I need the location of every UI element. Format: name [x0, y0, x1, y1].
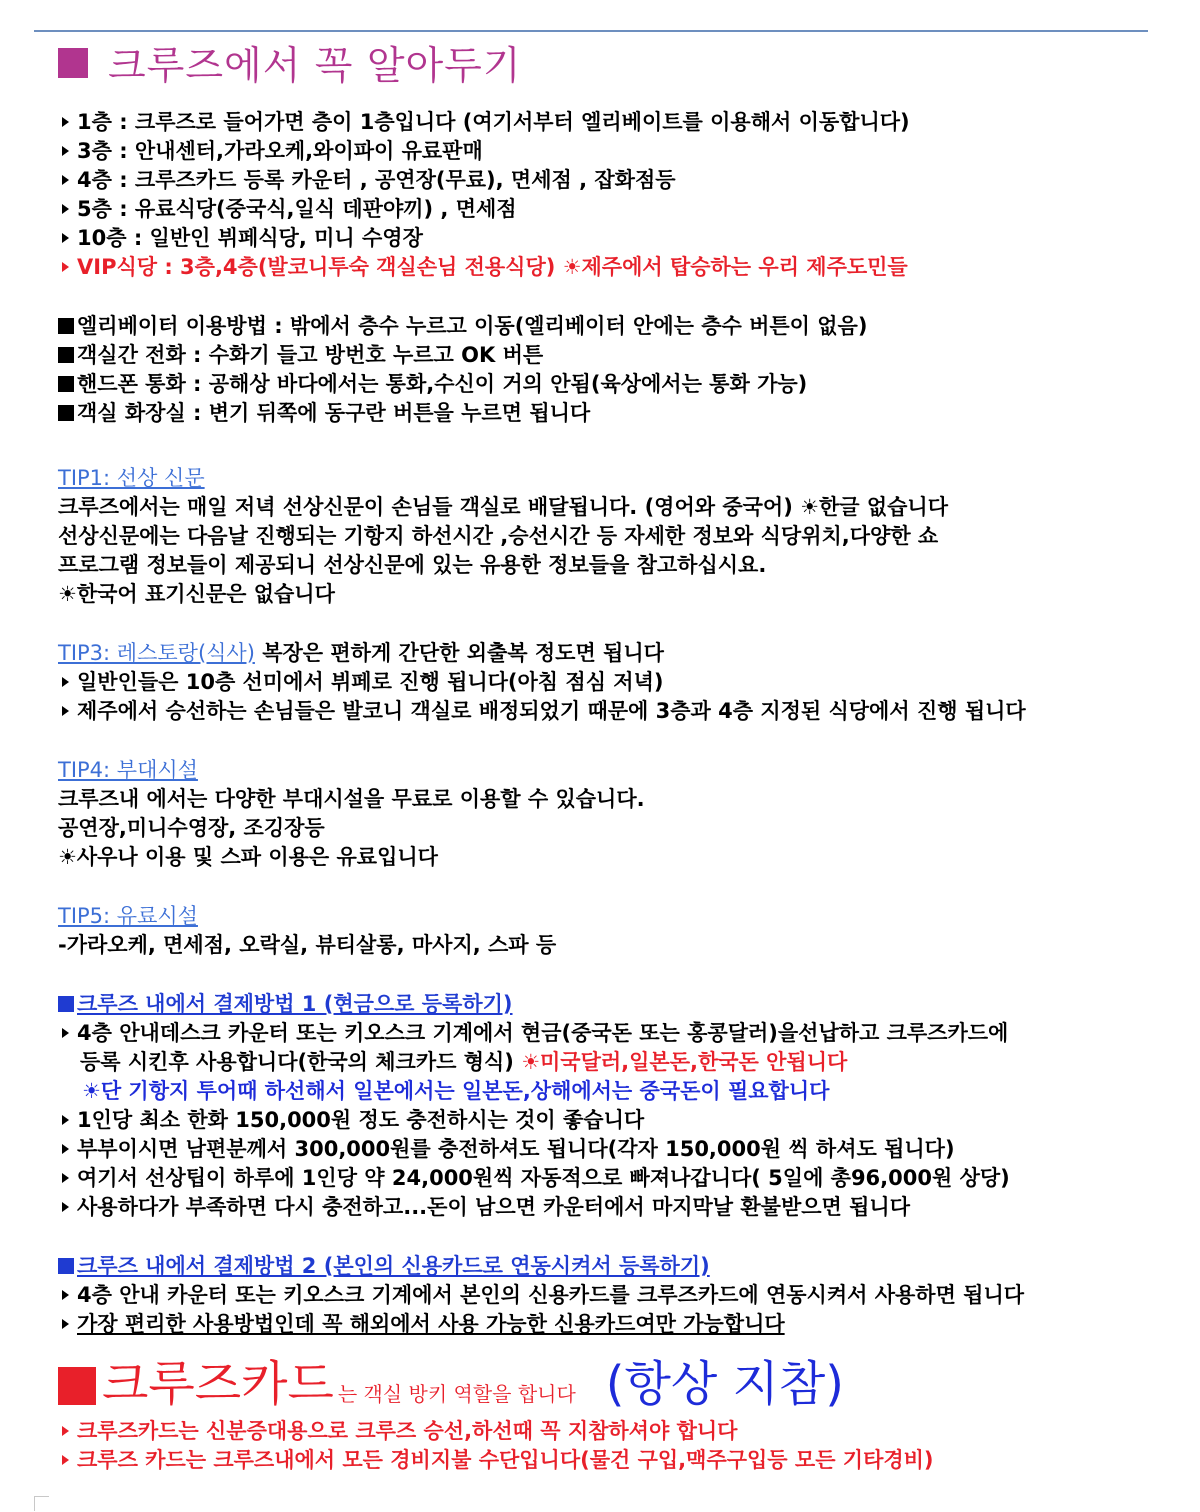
tip5-label: TIP5: 유료시설 [58, 904, 198, 928]
floor-item [58, 108, 1168, 137]
triangle-bullet-icon [62, 677, 69, 687]
floor-item [58, 166, 1168, 195]
rule-text: 엘리베이터 이용방법 : 밖에서 층수 누르고 이동(엘리베이터 안에는 층수 버튼이 없음) [77, 314, 868, 338]
rule-item [58, 370, 1168, 399]
tip3-item [58, 697, 1168, 726]
triangle-bullet-icon [62, 1115, 69, 1125]
triangle-bullet-icon [62, 262, 69, 272]
tip3-text: 일반인들은 10층 선미에서 뷔페로 진행 됩니다(아침 점심 저녁) [77, 670, 664, 694]
triangle-bullet-icon [62, 204, 69, 214]
floor-text: 3층 : 안내센터,가라오케,와이파이 유료판매 [77, 139, 483, 163]
card-item [58, 1417, 1168, 1446]
rule-text: 객실간 전화 : 수화기 들고 방번호 누르고 OK 버튼 [77, 343, 544, 367]
tip5-heading [58, 902, 1168, 931]
square-bullet-icon [58, 996, 74, 1012]
payment1-text: 여기서 선상팁이 하루에 1인당 약 24,000원씩 자동적으로 빠져나갑니다( 5일에 총96,000원 상당) [77, 1166, 1010, 1190]
rule-text: 객실 화장실 : 변기 뒤쪽에 동구란 버튼을 누르면 됩니다 [77, 401, 591, 425]
tip1-line: ☀한국어 표기신문은 없습니다 [58, 582, 335, 606]
payment1-heading-text: 크루즈 내에서 결제방법 1 (현금으로 등록하기) [77, 992, 513, 1016]
card-item [58, 1446, 1168, 1475]
rule-item [58, 341, 1168, 370]
vip-item [58, 253, 1168, 282]
tip1-line: 선상신문에는 다음날 진행되는 기항지 하선시간 ,승선시간 등 자세한 정보와 식당위치,다양한 쇼 [58, 524, 939, 548]
triangle-bullet-icon [62, 1426, 69, 1436]
payment2-heading [58, 1252, 1168, 1281]
payment1-item [58, 1193, 1168, 1222]
payment1-item [58, 1048, 1168, 1077]
payment1-item [58, 1106, 1168, 1135]
payment1-item [58, 1164, 1168, 1193]
payment2-item [58, 1310, 1168, 1339]
payment1-text: 사용하다가 부족하면 다시 충전하고...돈이 남으면 카운터에서 마지막날 환불받으면 됩니다 [77, 1195, 910, 1219]
floor-item [58, 195, 1168, 224]
page-corner-mark [34, 1496, 49, 1511]
page-title-text: 크루즈에서 꼭 알아두기 [108, 44, 522, 89]
payment1-item [58, 1135, 1168, 1164]
floor-text: 4층 : 크루즈카드 등록 카운터 , 공연장(무료), 면세점 , 잡화점등 [77, 168, 676, 192]
triangle-bullet-icon [62, 1319, 69, 1329]
triangle-bullet-icon [62, 1290, 69, 1300]
card-text: 크루즈 카드는 크루즈내에서 모든 경비지불 수단입니다(물건 구입,맥주구입등 모든 기타경비) [77, 1448, 934, 1472]
tip3-heading [58, 639, 1168, 668]
payment1-note: ☀단 기항지 투어때 하선해서 일본에서는 일본돈,상해에서는 중국돈이 필요합니다 [82, 1079, 830, 1103]
triangle-bullet-icon [62, 1144, 69, 1154]
square-bullet-icon [58, 1367, 96, 1405]
triangle-bullet-icon [62, 1455, 69, 1465]
tip4-line: ☀사우나 이용 및 스파 이용은 유료입니다 [58, 845, 438, 869]
tip3-text: 복장은 편하게 간단한 외출복 정도면 됩니다 [254, 641, 664, 665]
triangle-bullet-icon [62, 146, 69, 156]
square-bullet-icon [58, 376, 74, 392]
cruise-card-title: 크루즈카드 [102, 1356, 334, 1412]
floor-text: 10층 : 일반인 뷔페식당, 미니 수영장 [77, 226, 423, 250]
payment2-item [58, 1281, 1168, 1310]
tip3-label: TIP3: 레스토랑(식사) [58, 641, 255, 665]
triangle-bullet-icon [62, 117, 69, 127]
floor-item [58, 224, 1168, 253]
payment1-text: 등록 시킨후 사용합니다(한국의 체크카드 형식) [80, 1050, 522, 1074]
rule-text: 핸드폰 통화 : 공해상 바다에서는 통화,수신이 거의 안됨(육상에서는 통화 가능) [77, 372, 808, 396]
payment1-item [58, 1019, 1168, 1048]
tip3-item [58, 668, 1168, 697]
card-text: 크루즈카드는 신분증대용으로 크루즈 승선,하선때 꼭 지참하셔야 합니다 [77, 1419, 738, 1443]
triangle-bullet-icon [62, 175, 69, 185]
triangle-bullet-icon [62, 233, 69, 243]
page-title [58, 38, 1168, 88]
square-bullet-icon [58, 318, 74, 334]
square-bullet-icon [58, 347, 74, 363]
tip1-heading [58, 464, 1168, 493]
triangle-bullet-icon [62, 706, 69, 716]
square-bullet-icon [58, 48, 88, 78]
tip1-line: 크루즈에서는 매일 저녁 선상신문이 손님들 객실로 배달됩니다. (영어와 중국어) ☀한글 없습니다 [58, 495, 948, 519]
cruise-card-subtitle: 는 객실 방키 역할을 합니다 [337, 1382, 576, 1406]
vip-text: VIP식당 : 3층,4층(발코니투숙 객실손님 전용식당) ☀제주에서 탑승하는 우리 제주도민들 [77, 255, 908, 279]
payment2-text: 4층 안내 카운터 또는 키오스크 기계에서 본인의 신용카드를 크루즈카드에 연동시켜서 사용하면 됩니다 [77, 1283, 1025, 1307]
tip4-label: TIP4: 부대시설 [58, 758, 198, 782]
payment1-text: 부부이시면 남편분께서 300,000원를 충전하셔도 됩니다(각자 150,000원 씩 하셔도 됩니다) [77, 1137, 955, 1161]
document-body [58, 38, 1168, 1475]
floor-item [58, 137, 1168, 166]
cruise-card-heading [58, 1339, 1168, 1413]
payment1-item [58, 1077, 1168, 1106]
tip4-line: 공연장,미니수영장, 조깅장등 [58, 816, 325, 840]
tip1-label: TIP1: 선상 신문 [58, 466, 205, 490]
square-bullet-icon [58, 1258, 74, 1274]
tip3-text: 제주에서 승선하는 손님들은 발코니 객실로 배정되었기 때문에 3층과 4층 지정된 식당에서 진행 됩니다 [77, 699, 1026, 723]
floor-text: 5층 : 유료식당(중국식,일식 데판야끼) , 면세점 [77, 197, 517, 221]
rule-item [58, 312, 1168, 341]
triangle-bullet-icon [62, 1202, 69, 1212]
payment1-heading [58, 990, 1168, 1019]
tip1-line: 프로그램 정보들이 제공되니 선상신문에 있는 유용한 정보들을 참고하십시요. [58, 553, 767, 577]
tip4-line: 크루즈내 에서는 다양한 부대시설을 무료로 이용할 수 있습니다. [58, 787, 645, 811]
top-rule [34, 30, 1148, 32]
payment1-text: 4층 안내데스크 카운터 또는 키오스크 기계에서 현금(중국돈 또는 홍콩달러)을선납하고 크루즈카드에 [77, 1021, 1009, 1045]
rule-item [58, 399, 1168, 428]
cruise-card-note: (항상 지참) [605, 1356, 844, 1412]
floor-text: 1층 : 크루즈로 들어가면 층이 1층입니다 (여기서부터 엘리베이트를 이용해서 이동합니다) [77, 110, 910, 134]
payment2-heading-text: 크루즈 내에서 결제방법 2 (본인의 신용카드로 연동시켜서 등록하기) [77, 1254, 710, 1278]
tip5-line: -가라오케, 면세점, 오락실, 뷰티살롱, 마사지, 스파 등 [58, 933, 557, 957]
triangle-bullet-icon [62, 1028, 69, 1038]
payment1-text: 1인당 최소 한화 150,000원 정도 충전하시는 것이 좋습니다 [77, 1108, 645, 1132]
square-bullet-icon [58, 405, 74, 421]
tip4-heading [58, 756, 1168, 785]
payment1-warning: ☀미국달러,일본돈,한국돈 안됩니다 [521, 1050, 848, 1074]
payment2-text: 가장 편리한 사용방법인데 꼭 해외에서 사용 가능한 신용카드여만 가능합니다 [77, 1312, 785, 1336]
triangle-bullet-icon [62, 1173, 69, 1183]
